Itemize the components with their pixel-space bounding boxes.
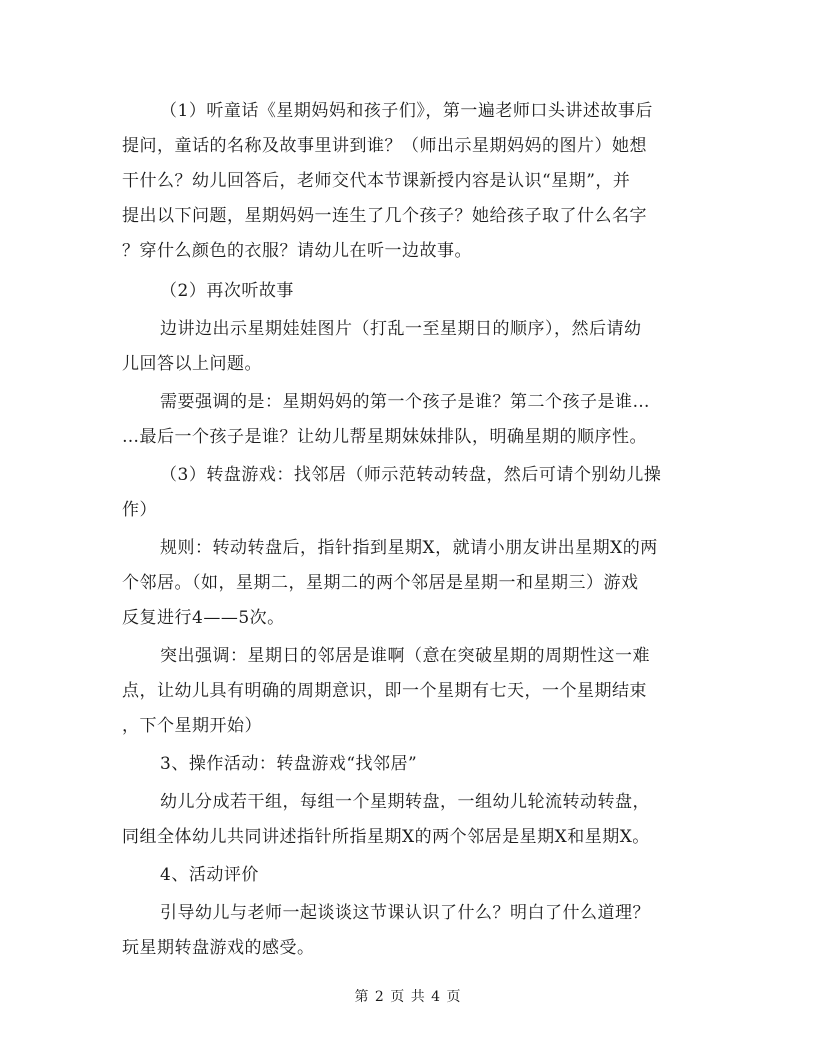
- text-line: 作）: [122, 500, 157, 520]
- text-line: ，下个星期开始）: [122, 716, 262, 736]
- text-line: 干什么？幼儿回答后，老师交代本节课新授内容是认识“星期”，并: [122, 171, 631, 191]
- text-line: 个邻居。（如，星期二，星期二的两个邻居是星期一和星期三）游戏: [122, 573, 639, 593]
- section-heading: （2）再次听故事: [160, 281, 294, 301]
- text-line: 同组全体幼儿共同讲述指针所指星期X的两个邻居是星期X和星期X。: [122, 827, 650, 847]
- text-line: 儿回答以上问题。: [122, 354, 262, 374]
- section-heading: 4、活动评价: [160, 865, 259, 885]
- text-line: 玩星期转盘游戏的感受。: [122, 938, 315, 958]
- text-line: 提出以下问题，星期妈妈一连生了几个孩子？她给孩子取了什么名字: [122, 206, 647, 226]
- text-line: 边讲边出示星期娃娃图片（打乱一至星期日的顺序），然后请幼: [160, 319, 642, 339]
- section-heading: 3、操作活动：转盘游戏“找邻居”: [160, 754, 418, 774]
- text-line: 点，让幼儿具有明确的周期意识，即一个星期有七天，一个星期结束: [122, 681, 647, 701]
- text-line: ？穿什么颜色的衣服？请幼儿在听一边故事。: [122, 241, 472, 261]
- text-line: 需要强调的是：星期妈妈的第一个孩子是谁？第二个孩子是谁…: [160, 392, 650, 412]
- section-heading: （3）转盘游戏：找邻居（师示范转动转盘，然后可请个别幼儿操: [160, 465, 662, 485]
- text-line: …最后一个孩子是谁？让幼儿帮星期妹妹排队，明确星期的顺序性。: [122, 427, 647, 447]
- text-line: 提问，童话的名称及故事里讲到谁？（师出示星期妈妈的图片）她想: [122, 136, 647, 156]
- page-number: 第 2 页 共 4 页: [354, 989, 462, 1005]
- text-line: 规则：转动转盘后，指针指到星期X，就请小朋友讲出星期X的两: [160, 538, 658, 558]
- text-line: （1）听童话《星期妈妈和孩子们》，第一遍老师口头讲述故事后: [160, 101, 653, 121]
- text-line: 引导幼儿与老师一起谈谈这节课认识了什么？明白了什么道理？: [160, 903, 650, 923]
- text-line: 突出强调：星期日的邻居是谁啊（意在突破星期的周期性这一难: [160, 646, 650, 666]
- text-line: 反复进行4——5次。: [122, 608, 285, 628]
- text-line: 幼儿分成若干组，每组一个星期转盘，一组幼儿轮流转动转盘，: [160, 792, 650, 812]
